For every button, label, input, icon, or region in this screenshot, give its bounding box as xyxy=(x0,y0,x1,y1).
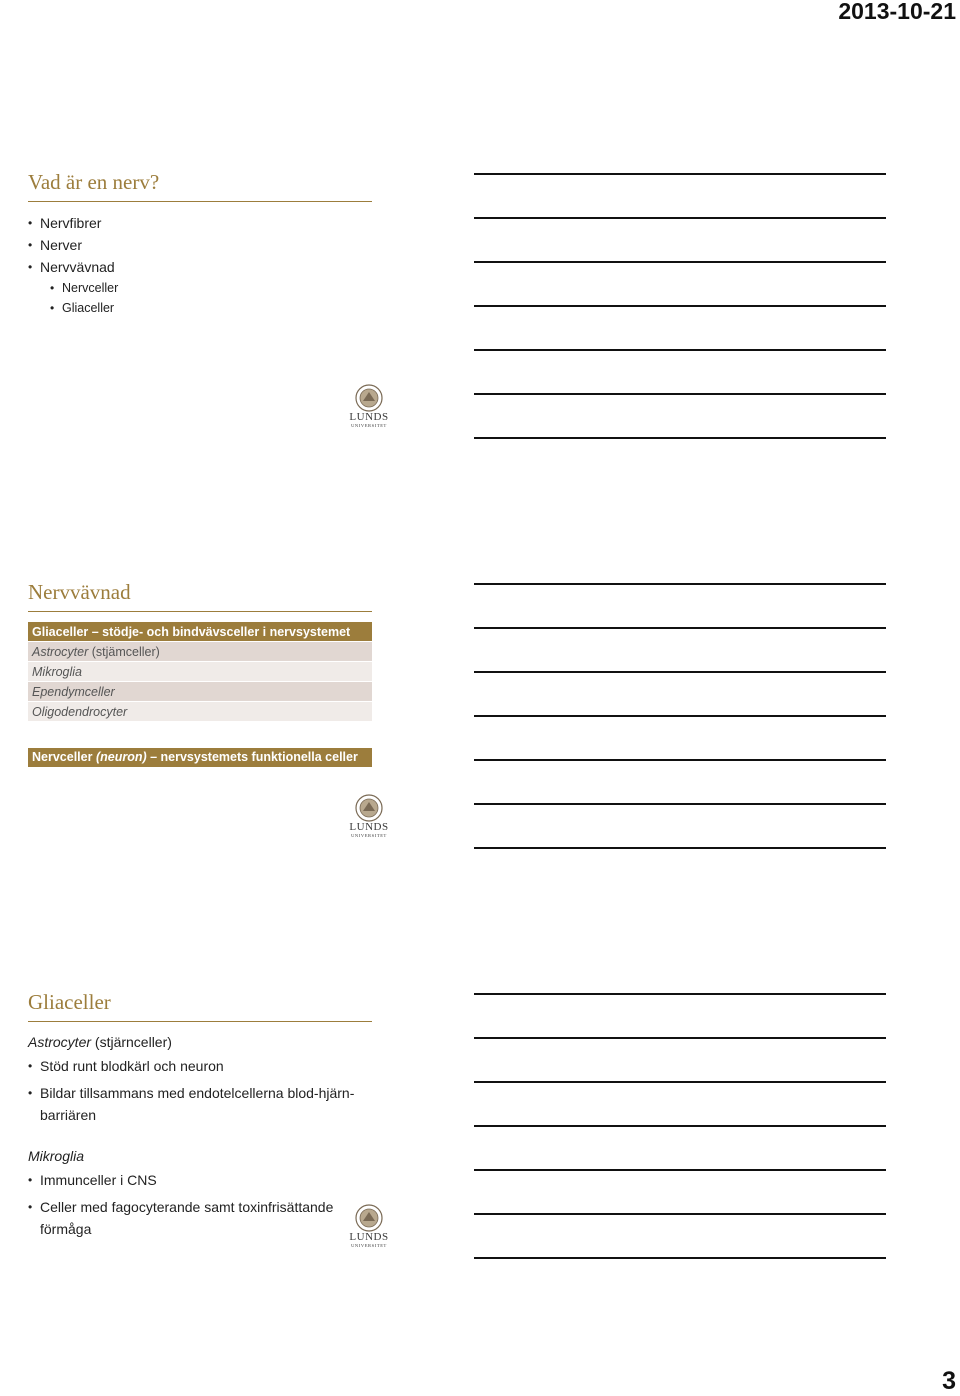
notes-lines xyxy=(474,583,886,849)
table-row xyxy=(28,662,372,682)
list-item: • Bildar tillsammans med endotelcellerna blod-hjärn-barriären xyxy=(28,1082,372,1126)
slide-title: Vad är en nerv? xyxy=(28,170,372,202)
list-item: • Celler med fagocyterande samt toxinfrisättande förmåga xyxy=(28,1196,372,1240)
list-item: • Gliaceller xyxy=(50,298,372,318)
slide-3 xyxy=(28,990,372,1245)
table-row xyxy=(28,642,372,662)
document-date: 2013-10-21 xyxy=(838,0,956,24)
list-item: • Stöd runt blodkärl och neuron xyxy=(28,1055,372,1077)
table-cell: Mikroglia xyxy=(28,662,372,682)
slide-2 xyxy=(28,580,372,767)
table-header-row xyxy=(28,622,372,642)
bullet-list xyxy=(28,212,372,278)
table-row xyxy=(28,702,372,722)
bullet-list xyxy=(28,1055,372,1126)
notes-lines xyxy=(474,993,886,1259)
list-item: • Nervvävnad xyxy=(28,256,372,278)
section-heading: Astrocyter (stjärnceller) xyxy=(28,1034,172,1050)
lund-university-logo: LUNDS UNIVERSITET xyxy=(349,383,389,427)
list-item: • Nervfibrer xyxy=(28,212,372,234)
slide-title: Nervvävnad xyxy=(28,580,372,612)
sub-bullet-list xyxy=(28,278,372,318)
list-item: • Nervceller xyxy=(50,278,372,298)
list-item: • Immunceller i CNS xyxy=(28,1169,372,1191)
table-row xyxy=(28,682,372,702)
table-cell: Oligodendrocyter xyxy=(28,702,372,722)
section-heading: Mikroglia xyxy=(28,1148,85,1164)
glia-table xyxy=(28,622,372,722)
table-cell: Ependymceller xyxy=(28,682,372,702)
list-item: • Nerver xyxy=(28,234,372,256)
slide-title: Gliaceller xyxy=(28,990,372,1022)
page-number: 3 xyxy=(942,1367,956,1395)
bullet-list xyxy=(28,1169,372,1240)
notes-lines xyxy=(474,173,886,439)
lund-university-logo: LUNDS UNIVERSITET xyxy=(349,1203,389,1247)
table-header-cell: Gliaceller – stödje- och bindvävsceller i nervsystemet xyxy=(28,622,372,642)
neuron-bar: Nervceller (neuron) – nervsystemets funktionella celler xyxy=(28,748,372,767)
cell-normal: (stjämceller) xyxy=(88,644,160,659)
lund-university-logo: LUNDS UNIVERSITET xyxy=(349,793,389,837)
cell-italic: Astrocyter xyxy=(32,644,89,659)
slide-1 xyxy=(28,170,372,318)
